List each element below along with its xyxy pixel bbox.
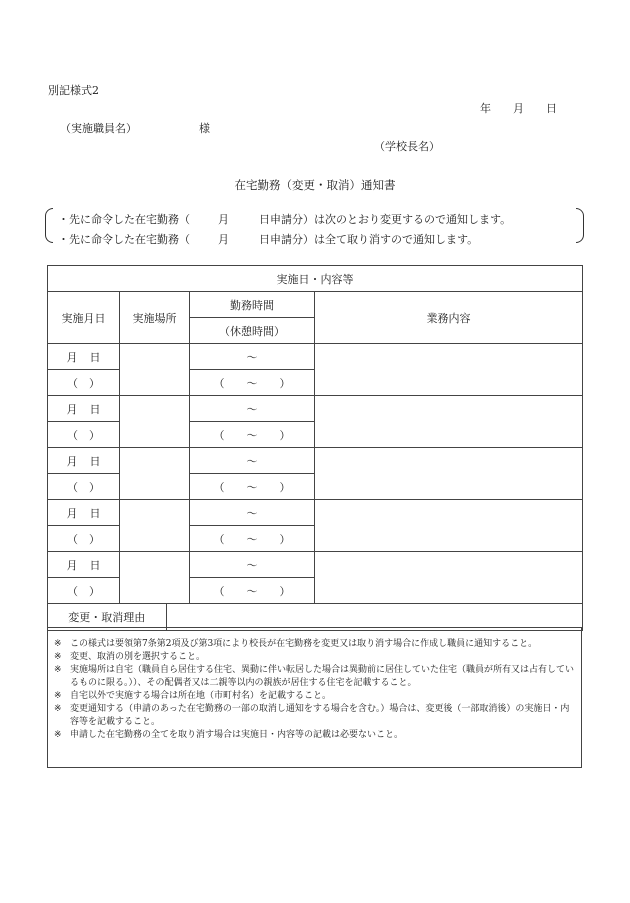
table-row: [48, 344, 583, 370]
weekday-cell[interactable]: （ ）: [48, 370, 120, 396]
weekday-cell[interactable]: （ ）: [48, 474, 120, 500]
date-cell[interactable]: [48, 448, 120, 474]
break-close: ）: [279, 480, 291, 494]
weekday-cell[interactable]: （ ）: [48, 422, 120, 448]
place-cell[interactable]: [120, 396, 190, 448]
date-day: 日: [546, 102, 557, 115]
note-text: 変更通知する（申請のあった在宅勤務の一部の取消し通知をする場合を含む。）場合は、変更後（一部取消後）の実施日・内容等を記載すること。: [70, 704, 570, 727]
break-cell[interactable]: [190, 526, 315, 552]
break-range: ～: [246, 532, 258, 546]
date-year: 年: [480, 102, 491, 115]
day-label: 日: [89, 402, 101, 416]
option-prefix: 先に命令した在宅勤務（: [69, 213, 190, 226]
content-cell[interactable]: [315, 344, 583, 396]
table-row: [48, 500, 583, 526]
notes-box: [47, 627, 582, 768]
note-text: 実施場所は自宅（職員自ら居住する住宅、異動に伴い転居した場合は異動前に居住していた住宅（職員が所有又は占有しているものに限る。））、その配偶者又は二親等以内の親族が居住する住宅を記載すること。: [70, 665, 575, 688]
break-cell[interactable]: [190, 578, 315, 604]
break-open: （: [213, 532, 225, 546]
option-suffix: 日申請分）は全て取り消すので通知します。: [259, 233, 479, 246]
break-cell[interactable]: [190, 370, 315, 396]
place-cell[interactable]: [120, 448, 190, 500]
break-close: ）: [279, 376, 291, 390]
date-line: [480, 100, 579, 116]
break-open: （: [213, 480, 225, 494]
option-bullet: ・: [58, 213, 69, 226]
note-item: [54, 638, 575, 651]
option-month: 月: [218, 213, 229, 226]
note-mark: ※: [54, 730, 62, 740]
date-cell[interactable]: [48, 552, 120, 578]
time-cell[interactable]: ～: [190, 448, 315, 474]
time-cell[interactable]: ～: [190, 344, 315, 370]
option-month: 月: [218, 233, 229, 246]
content-cell[interactable]: [315, 448, 583, 500]
day-label: 日: [89, 506, 101, 520]
note-mark: ※: [54, 665, 62, 675]
month-label: 月: [66, 402, 78, 416]
section-title: 実施日・内容等: [48, 266, 583, 292]
month-label: 月: [66, 454, 78, 468]
header-break: （休憩時間）: [190, 318, 315, 344]
note-mark: ※: [54, 704, 62, 714]
note-mark: ※: [54, 691, 62, 701]
note-text: 自宅以外で実施する場合は所在地（市町村名）を記載すること。: [70, 691, 332, 701]
break-open: （: [213, 584, 225, 598]
place-cell[interactable]: [120, 344, 190, 396]
note-item: [54, 690, 575, 703]
header-place: 実施場所: [120, 292, 190, 344]
note-text: 申請した在宅勤務の全てを取り消す場合は実施日・内容等の記載は必要ないこと。: [70, 730, 404, 740]
form-number: 別記様式2: [48, 84, 99, 97]
option-cancel[interactable]: [58, 230, 511, 250]
break-range: ～: [246, 428, 258, 442]
issuer-label: （学校長名）: [374, 140, 440, 153]
break-close: ）: [279, 532, 291, 546]
table-row: [48, 552, 583, 578]
month-label: 月: [66, 350, 78, 364]
month-label: 月: [66, 558, 78, 572]
date-month: 月: [513, 102, 524, 115]
break-close: ）: [279, 584, 291, 598]
content-cell[interactable]: [315, 552, 583, 604]
document-title: 在宅勤務（変更・取消）通知書: [234, 178, 396, 192]
month-label: 月: [66, 506, 78, 520]
note-text: 変更、取消の別を選択すること。: [70, 652, 206, 662]
break-cell[interactable]: [190, 474, 315, 500]
recipient-label: （実施職員名）: [60, 122, 137, 135]
header-date: 実施月日: [48, 292, 120, 344]
note-item: [54, 651, 575, 664]
table-row: [48, 448, 583, 474]
break-open: （: [213, 376, 225, 390]
day-label: 日: [89, 350, 101, 364]
content-cell[interactable]: [315, 500, 583, 552]
break-range: ～: [246, 584, 258, 598]
place-cell[interactable]: [120, 500, 190, 552]
date-cell[interactable]: [48, 396, 120, 422]
break-cell[interactable]: [190, 422, 315, 448]
time-cell[interactable]: ～: [190, 500, 315, 526]
note-item: [54, 664, 575, 690]
place-cell[interactable]: [120, 552, 190, 604]
break-close: ）: [279, 428, 291, 442]
option-bullet: ・: [58, 233, 69, 246]
recipient-suffix: 様: [199, 122, 210, 135]
date-cell[interactable]: [48, 500, 120, 526]
table-row: [48, 396, 583, 422]
day-label: 日: [89, 454, 101, 468]
option-suffix: 日申請分）は次のとおり変更するので通知します。: [259, 213, 512, 226]
header-time: 勤務時間: [190, 292, 315, 318]
day-label: 日: [89, 558, 101, 572]
left-bracket: [45, 208, 53, 243]
header-content: 業務内容: [315, 292, 583, 344]
weekday-cell[interactable]: （ ）: [48, 526, 120, 552]
note-mark: ※: [54, 639, 62, 649]
right-bracket: [576, 208, 584, 243]
break-range: ～: [246, 480, 258, 494]
break-open: （: [213, 428, 225, 442]
option-change[interactable]: [58, 210, 511, 230]
note-text: この様式は要領第7条第2項及び第3項により校長が在宅勤務を変更又は取り消す場合に作成し職員に通知すること。: [70, 639, 538, 649]
note-item: [54, 703, 575, 729]
reason-label: 変更・取消理由: [48, 604, 166, 630]
time-cell[interactable]: ～: [190, 552, 315, 578]
note-item: [54, 729, 575, 742]
schedule-table: [47, 265, 583, 631]
time-cell[interactable]: ～: [190, 396, 315, 422]
content-cell[interactable]: [315, 396, 583, 448]
option-prefix: 先に命令した在宅勤務（: [69, 233, 190, 246]
date-cell[interactable]: [48, 344, 120, 370]
option-list: [58, 210, 511, 250]
note-mark: ※: [54, 652, 62, 662]
break-range: ～: [246, 376, 258, 390]
weekday-cell[interactable]: （ ）: [48, 578, 120, 604]
